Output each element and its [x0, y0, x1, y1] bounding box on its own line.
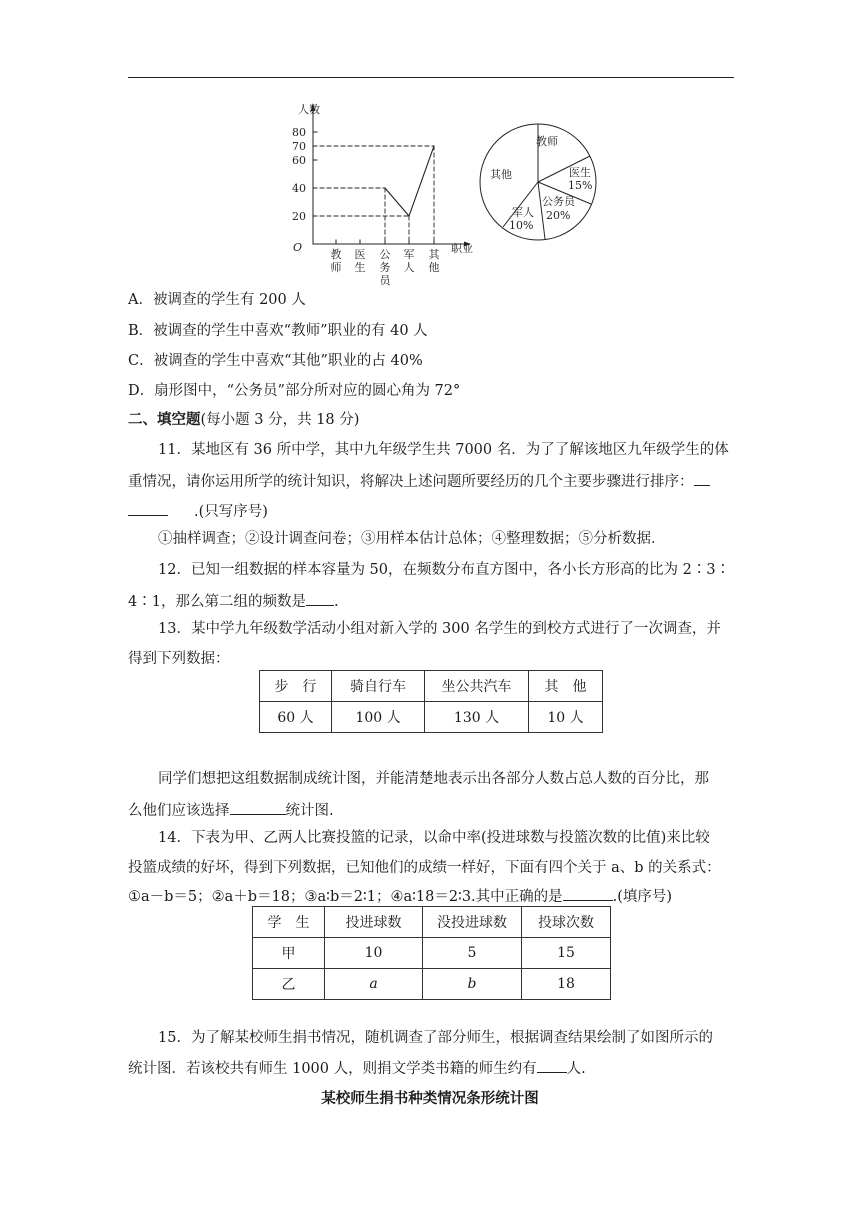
x-axis-label: 职业	[451, 242, 473, 255]
q12-text: 4∶1，那么第二组的频数是	[128, 594, 306, 610]
x-category-label: 其	[428, 248, 440, 261]
q13-answer-blank[interactable]	[230, 800, 286, 815]
bar-chart-title: 某校师生捐书种类情况条形统计图	[321, 1090, 539, 1107]
x-category-label: 医	[354, 248, 366, 261]
x-category-label: 人	[403, 261, 415, 274]
pie-chart	[480, 124, 596, 240]
q15-answer-blank[interactable]	[537, 1058, 567, 1073]
pie-label-doctor: 医生	[569, 166, 591, 179]
y-tick-label: 70	[292, 140, 306, 153]
q11-suffix: .(只写序号)	[194, 504, 268, 520]
q15-line1: 15．为了解某校师生捐书情况，随机调查了部分师生，根据调查结果绘制了如图所示的	[158, 1030, 713, 1046]
slice-edge-civil-soldier	[538, 182, 545, 239]
table-cell: 5	[423, 938, 522, 969]
pie-label-soldier: 军人	[512, 206, 534, 219]
line-chart	[292, 102, 473, 287]
q12-line2	[128, 591, 734, 611]
section-title: 二、填空题	[128, 411, 201, 428]
q15-suffix: 人.	[566, 1061, 586, 1077]
q13-line2: 得到下列数据：	[128, 651, 230, 667]
table-cell: 10	[325, 938, 423, 969]
q13-line1: 13．某中学九年级数学活动小组对新入学的 300 名学生的到校方式进行了一次调查，并	[158, 621, 721, 637]
y-axis-label: 人数	[298, 103, 320, 116]
table-row	[253, 969, 611, 1000]
q11-line1: 11．某地区有 36 所中学，其中九年级学生共 7000 名．为了了解该地区九年级学生的体	[158, 442, 729, 458]
option-b: B．被调查的学生中喜欢“教师”职业的有 40 人	[128, 323, 428, 339]
pie-label-doctor-pct: 15%	[568, 179, 593, 192]
q14-text: ①a－b＝5；②a＋b＝18；③a∶b＝2∶1；④a∶18＝2∶3.其中正确的是	[128, 889, 563, 905]
q13-text: 么他们应该选择	[128, 803, 230, 819]
table-header-cell: 学 生	[253, 907, 325, 938]
x-categories	[331, 240, 441, 287]
table-cell: 60 人	[260, 702, 332, 733]
y-tick-label: 20	[292, 210, 306, 223]
x-category-label: 教	[330, 248, 342, 261]
y-tick-label: 80	[292, 126, 306, 139]
table-cell: 10 人	[529, 702, 603, 733]
q13-table	[259, 670, 603, 733]
figure-charts	[280, 96, 620, 291]
table-header-cell: 投球次数	[522, 907, 611, 938]
table-cell: 甲	[253, 938, 325, 969]
table-header-cell: 骑自行车	[332, 671, 425, 702]
table-header-cell: 没投进球数	[423, 907, 522, 938]
table-cell: 15	[522, 938, 611, 969]
table-header-cell: 投进球数	[325, 907, 423, 938]
section-note: (每小题 3 分，共 18 分)	[200, 412, 360, 428]
series-line	[385, 146, 434, 216]
q14-line2: 投篮成绩的好坏，得到下列数据，已知他们的成绩一样好，下面有四个关于 a、b 的关系式：	[128, 860, 721, 876]
origin-label: O	[293, 241, 303, 254]
x-category-label: 公	[379, 248, 391, 261]
q11-line2	[128, 471, 734, 491]
q12-suffix: .	[333, 594, 339, 610]
q12-line1: 12．已知一组数据的样本容量为 50，在频数分布直方图中，各小长方形高的比为 2∶3∶	[158, 562, 731, 578]
x-category-label: 生	[354, 261, 366, 274]
q12-answer-blank[interactable]	[306, 591, 334, 606]
q14-answer-blank[interactable]	[563, 886, 613, 901]
table-cell: a	[325, 969, 423, 1000]
q13-after2	[128, 800, 734, 820]
pie-label-civil: 公务员	[542, 195, 575, 208]
table-header-cell: 步 行	[260, 671, 332, 702]
section-heading	[128, 411, 734, 429]
table-cell: 100 人	[332, 702, 425, 733]
pie-label-other: 其他	[490, 168, 512, 181]
table-row	[253, 907, 611, 938]
x-category-label: 师	[330, 261, 342, 274]
q14-suffix: .(填序号)	[612, 889, 673, 905]
x-category-label: 他	[428, 261, 440, 274]
table-row	[253, 938, 611, 969]
pie-label-civil-pct: 20%	[546, 209, 571, 222]
pie-label-soldier-pct: 10%	[509, 219, 534, 232]
q14-table	[252, 906, 611, 1000]
q11-answer-blank-a[interactable]	[694, 471, 710, 486]
table-cell: b	[423, 969, 522, 1000]
pie-label-teacher: 教师	[536, 135, 558, 148]
table-cell: 130 人	[425, 702, 529, 733]
table-header-cell: 坐公共汽车	[425, 671, 529, 702]
x-category-label: 员	[379, 274, 391, 287]
table-cell: 18	[522, 969, 611, 1000]
q14-line1: 14．下表为甲、乙两人比赛投篮的记录，以命中率(投进球数与投篮次数的比值)来比较	[158, 830, 710, 846]
y-tick-label: 40	[292, 182, 306, 195]
q11-line3	[128, 501, 734, 521]
q11-text: 重情况，请你运用所学的统计知识，将解决上述问题所要经历的几个主要步骤进行排序：	[128, 474, 694, 490]
y-tick-label: 60	[292, 154, 306, 167]
option-a: A．被调查的学生有 200 人	[128, 292, 306, 308]
q13-suffix: 统计图.	[285, 803, 334, 819]
option-d: D．扇形图中，“公务员”部分所对应的圆心角为 72°	[128, 383, 461, 399]
table-row	[260, 702, 603, 733]
q13-after1: 同学们想把这组数据制成统计图，并能清楚地表示出各部分人数占总人数的百分比，那	[158, 771, 709, 787]
q15-line2	[128, 1058, 734, 1078]
q11-steps: ①抽样调查；②设计调查问卷；③用样本估计总体；④整理数据；⑤分析数据．	[158, 531, 666, 547]
guide-lines	[313, 146, 434, 244]
q15-text: 统计图．若该校共有师生 1000 人，则捐文学类书籍的师生约有	[128, 1061, 537, 1077]
q11-answer-blank-b[interactable]	[128, 501, 168, 516]
q14-line3	[128, 886, 734, 906]
table-header-cell: 其 他	[529, 671, 603, 702]
table-cell: 乙	[253, 969, 325, 1000]
top-rule	[128, 77, 734, 78]
x-category-label: 务	[379, 261, 391, 274]
x-category-label: 军	[403, 248, 415, 261]
table-row	[260, 671, 603, 702]
option-c: C．被调查的学生中喜欢“其他”职业的占 40%	[128, 353, 423, 369]
